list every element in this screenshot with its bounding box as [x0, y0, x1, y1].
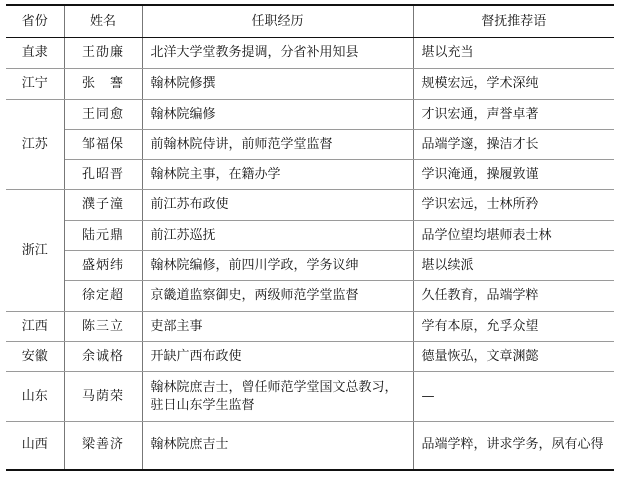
recommendation-cell: 学识淹通，操履敦谨: [413, 160, 614, 190]
table-row: [6, 422, 614, 470]
table-row: [6, 100, 614, 130]
career-cell: 翰林院编修: [142, 100, 413, 130]
header-province: 省份: [6, 5, 64, 38]
name-cell: 徐定超: [64, 281, 142, 312]
recommendation-cell: 才识宏通，声誉卓著: [413, 100, 614, 130]
name-cell: 余诚格: [64, 342, 142, 372]
name-cell: 濮子潼: [64, 190, 142, 221]
table-row: [6, 190, 614, 221]
career-cell: 翰林院修撰: [142, 69, 413, 100]
province-cell: 山西: [6, 422, 64, 470]
province-cell: 山东: [6, 372, 64, 422]
recommendation-cell: 品端学邃，操洁才长: [413, 130, 614, 160]
name-cell: 王同愈: [64, 100, 142, 130]
career-cell: 翰林院主事，在籍办学: [142, 160, 413, 190]
recommendation-cell: 久任教育，品端学粹: [413, 281, 614, 312]
name-cell: 孔昭晋: [64, 160, 142, 190]
table-row: [6, 251, 614, 281]
header-recommendation: 督抚推荐语: [413, 5, 614, 38]
recommendation-cell: 品端学粹，讲求学务，夙有心得: [413, 422, 614, 470]
name-cell: 张 謇: [64, 69, 142, 100]
career-cell: 前翰林院侍讲，前师范学堂监督: [142, 130, 413, 160]
career-cell: 翰林院编修，前四川学政，学务议绅: [142, 251, 413, 281]
table-row: [6, 342, 614, 372]
province-cell: 安徽: [6, 342, 64, 372]
province-cell: 江西: [6, 312, 64, 342]
table-row: [6, 38, 614, 69]
name-cell: 盛炳纬: [64, 251, 142, 281]
career-cell: 北洋大学堂教务提调，分省补用知县: [142, 38, 413, 69]
province-cell: 江苏: [6, 100, 64, 190]
career-cell: 翰林院庶吉士，曾任师范学堂国文总教习，驻日山东学生监督: [142, 372, 413, 422]
recommendation-cell: —: [413, 372, 614, 422]
name-cell: 陆元鼎: [64, 221, 142, 251]
table-row: [6, 312, 614, 342]
name-cell: 马荫荣: [64, 372, 142, 422]
career-cell: 开缺广西布政使: [142, 342, 413, 372]
name-cell: 梁善济: [64, 422, 142, 470]
province-cell: 浙江: [6, 190, 64, 312]
recommendation-cell: 堪以充当: [413, 38, 614, 69]
recommendation-cell: 规模宏远，学术深纯: [413, 69, 614, 100]
career-cell: 京畿道监察御史，两级师范学堂监督: [142, 281, 413, 312]
recommendation-cell: 堪以续派: [413, 251, 614, 281]
header-row: [6, 5, 614, 38]
name-cell: 邹福保: [64, 130, 142, 160]
table-row: [6, 160, 614, 190]
header-name: 姓名: [64, 5, 142, 38]
province-cell: 直隶: [6, 38, 64, 69]
name-cell: 陈三立: [64, 312, 142, 342]
recommendation-cell: 品学位望均堪师表士林: [413, 221, 614, 251]
table-row: [6, 372, 614, 422]
official-recommendation-table: [6, 4, 614, 471]
career-cell: 前江苏巡抚: [142, 221, 413, 251]
career-cell: 吏部主事: [142, 312, 413, 342]
career-cell: 翰林院庶吉士: [142, 422, 413, 470]
name-cell: 王劭廉: [64, 38, 142, 69]
table-container: [6, 4, 614, 471]
header-career: 任职经历: [142, 5, 413, 38]
table-row: [6, 221, 614, 251]
recommendation-cell: 德量恢弘，文章渊懿: [413, 342, 614, 372]
table-row: [6, 130, 614, 160]
province-cell: 江宁: [6, 69, 64, 100]
table-row: [6, 69, 614, 100]
career-cell: 前江苏布政使: [142, 190, 413, 221]
table-row: [6, 281, 614, 312]
recommendation-cell: 学识宏远，士林所矜: [413, 190, 614, 221]
recommendation-cell: 学有本原，允孚众望: [413, 312, 614, 342]
